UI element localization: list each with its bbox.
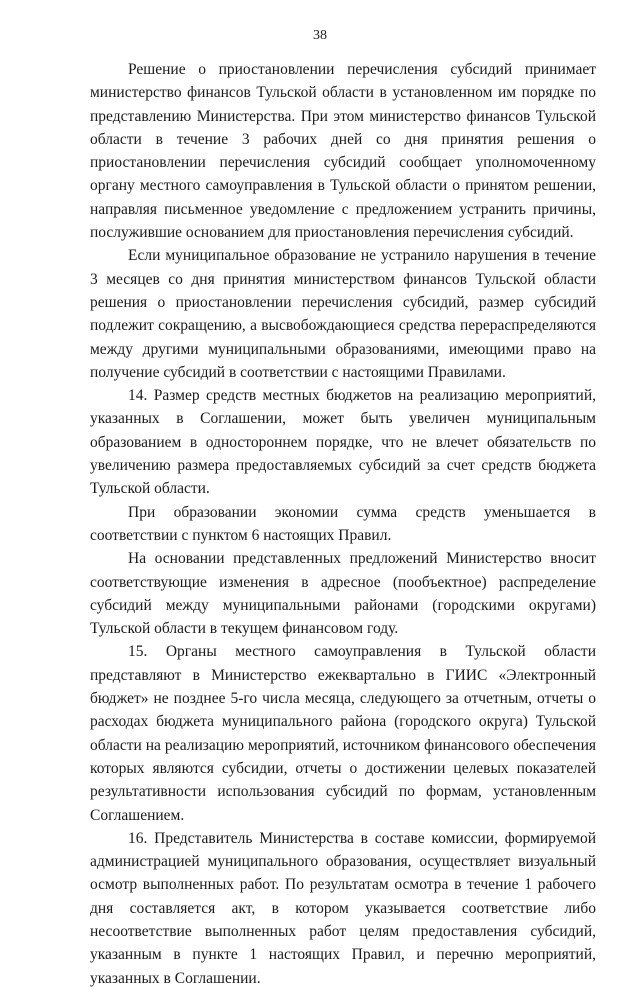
page-number: 38: [313, 28, 327, 43]
paragraph-suspension-decision: Решение о приостановлении перечисления субсидий принимает министерство финансов Тульской области в установленном им порядке по представлению Министерства. При этом министерство финансов Тульской области в течение 3 рабочих дней со дня принятия решения о приостановлении перечисления субсидий сообщает уполномоченному органу местного самоуправления в Тульской области о принятом решении, направляя письменное уведомление с предложением устранить причины, послужившие основанием для приостановления перечисления субсидий.: [90, 61, 596, 242]
document-body: [90, 58, 596, 990]
paragraph-item-14: 14. Размер средств местных бюджетов на реализацию мероприятий, указанных в Соглашении, может быть увеличен муниципальным образованием в одностороннем порядке, что не влечет обязательств по увеличению размера предоставляемых субсидий за счет средств бюджета Тульской области.: [90, 387, 596, 498]
paragraph-redistribution: На основании представленных предложений Министерство вносит соответствующие изменения в адресное (пообъектное) распределение субсидий между муниципальными районами (городскими округами) Тульской области в текущем финансовом году.: [90, 550, 596, 638]
paragraph-item-16: 16. Представитель Министерства в составе комиссии, формируемой администрацией муниципального образования, осуществляет визуальный осмотр выполненных работ. По результатам осмотра в течение 1 рабочего дня составляется акт, в котором указывается соответствие либо несоответствие выполненных работ целям предоставления субсидий, указанным в пункте 1 настоящих Правил, и перечню мероприятий, указанных в Соглашении.: [90, 829, 596, 987]
paragraph-subsidy-reduction: Если муниципальное образование не устранило нарушения в течение 3 месяцев со дня принятия министерством финансов Тульской области решения о приостановлении перечисления субсидий, размер субсидий подлежит сокращению, а высвобождающиеся средства перераспределяются между другими муниципальными образованиями, имеющими право на получение субсидий в соответствии с настоящими Правилами.: [90, 247, 596, 381]
paragraph-item-15: 15. Органы местного самоуправления в Тульской области представляют в Министерство ежеквартально в ГИИС «Электронный бюджет» не позднее 5-го числа месяца, следующего за отчетным, отчеты о расходах бюджета муниципального района (городского округа) Тульской области на реализацию мероприятий, источником финансового обеспечения которых являются субсидии, отчеты о достижении целевых показателей результативности использования субсидий по формам, установленным Соглашением.: [90, 643, 596, 824]
paragraph-savings: При образовании экономии сумма средств уменьшается в соответствии с пунктом 6 настоящих Правил.: [90, 503, 596, 544]
